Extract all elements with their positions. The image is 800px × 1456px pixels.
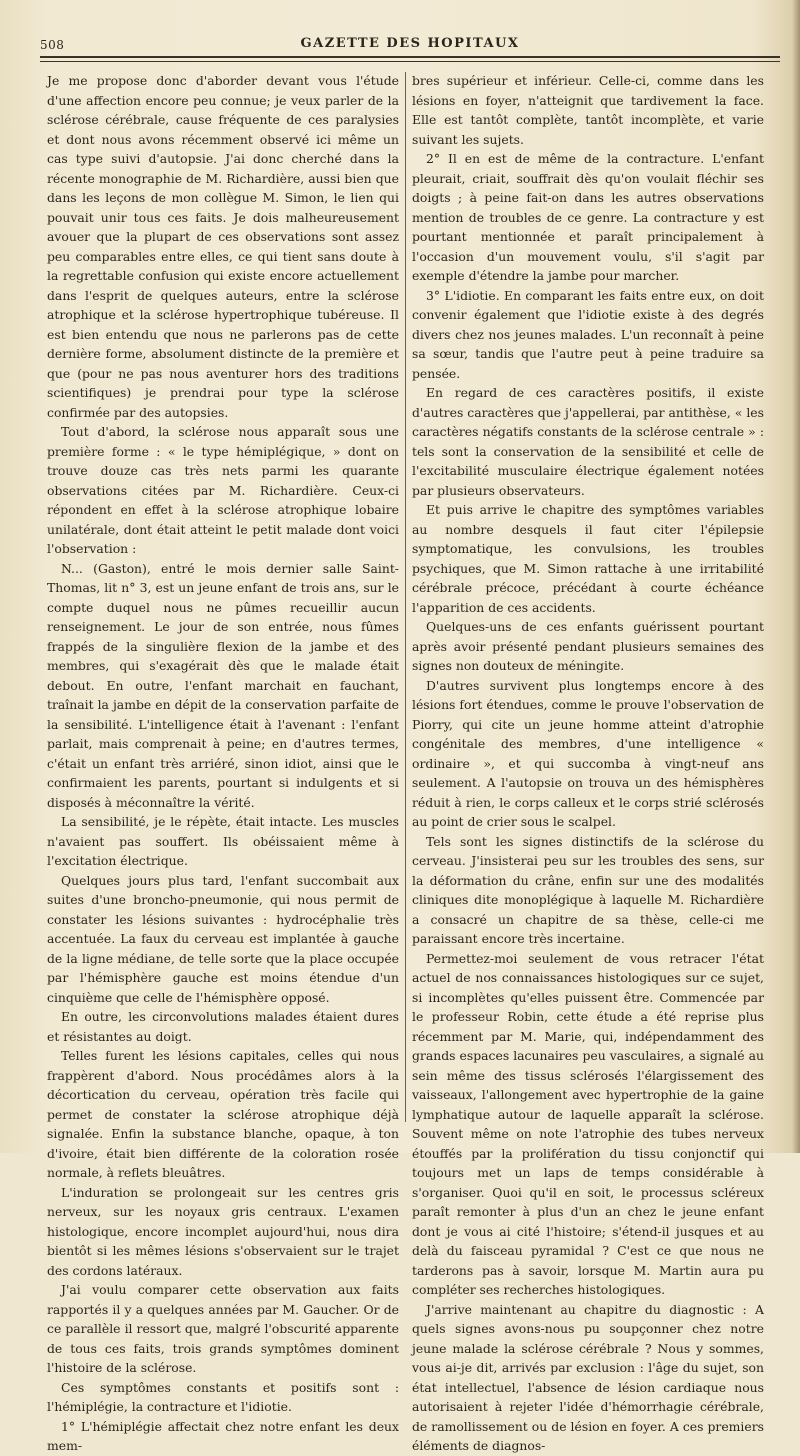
journal-title: GAZETTE DES HOPITAUX <box>300 36 520 51</box>
header-rule-thin <box>40 61 780 62</box>
paragraph: bres supérieur et inférieur. Celle-ci, comme dans les lésions en foyer, n'atteignit que tardivement la face. Elle est tantôt complète, tantôt incomplète, et varie suivant les sujets. <box>412 73 764 147</box>
paragraph: J'arrive maintenant au chapitre du diagnostic : A quels signes avons-nous pu soupçonner chez notre jeune malade la sclérose cérébrale ? Nous y sommes, vous ai-je dit, arrivés par exclusion : l'âge du sujet, son état intellectuel, l'absence de lésion cardiaque nous autorisaient à rejeter l'idée d'hémorrhagie cérébrale, de ramollissement ou de lésion en foyer. A ces premiers éléments de diagnos- <box>412 1301 764 1453</box>
paragraph: Quelques jours plus tard, l'enfant succombait aux suites d'une broncho-pneumonie, qui nous permit de constater les lésions suivantes : hydrocéphalie très accentuée. La faux du cerveau est implantée à gauche de la ligne médiane, de telle sorte que la place occupée par l'hémisphère gauche est moins étendue d'un cinquième que celle de l'hémisphère opposé. <box>47 872 399 1005</box>
paragraph: Tout d'abord, la sclérose nous apparaît sous une première forme : « le type hémiplégique, » dont on trouve douze cas très nets parmi les quarante observations citées par M. Richardière. Ceux-ci répondent en effet à la sclérose atrophique lobaire unilatérale, dont était atteint le petit malade dont voici l'observation : <box>47 424 399 556</box>
paragraph: Permettez-moi seulement de vous retracer l'état actuel de nos connaissances histologiques sur ce sujet, si incomplètes qu'elles puissent être. Commencée par le professeur Robin, cette étude a été reprise plus récemment par M. Marie, qui, indépendamment des grands espaces lacunaires peu vasculaires, a signalé au sein même des tissus sclérosés l'élargissement des vaisseaux, l'allongement avec hypertrophie de la gaine lymphatique autour de laquelle apparaît la sclérose. Souvent même on note l'atrophie des tubes nerveux étouffés par la prolifération du tissu conjonctif qui toujours met un laps de temps considérable à s'organiser. Quoi qu'il en soit, le processus scléreux paraît remonter à plus d'un an chez le jeune enfant dont je vous ai cité l'histoire; s'étend-il jusques et au delà du faisceau pyramidal ? C'est ce que nous ne tarderons pas à savoir, lorsque M. Martin aura pu compléter ses recherches histologiques. <box>412 950 764 1297</box>
paragraph: Je me propose donc d'aborder devant vous l'étude d'une affection encore peu connue; je veux parler de la sclérose cérébrale, cause fréquente de ces paralysies et dont nous avons récemment observé ici même un cas type suivi d'autopsie. J'ai donc cherché dans la récente monographie de M. Richardière, aussi bien que dans les leçons de mon collègue M. Simon, le lien qui pouvait unir tous ces faits. Je dois malheureusement avouer que la plupart de ces observations sont assez peu comparables entre elles, ce qui tient sans doute à la regrettable confusion qui existe encore actuellement dans l'esprit de quelques auteurs, entre la sclérose atrophique et la sclérose hypertrophique tubéreuse. Il est bien entendu que nous ne parlerons pas de cette dernière forme, absolument distincte de la première et que (pour ne pas nous aventurer hors des traditions scientifiques) je prendrai pour type la sclérose confirmée par des autopsies. <box>47 73 399 420</box>
paragraph: En regard de ces caractères positifs, il existe d'autres caractères que j'appellerai, par antithèse, « les caractères négatifs constants de la sclérose centrale » : tels sont la conservation de la sensibilité et celle de l'excitabilité musculaire électrique également notées par plusieurs observateurs. <box>412 385 764 498</box>
page-edge-shadow <box>792 0 800 1153</box>
paragraph: En outre, les circonvolutions malades étaient dures et résistantes au doigt. <box>47 1009 399 1044</box>
paragraph: La sensibilité, je le répète, était intacte. Les muscles n'avaient pas souffert. Ils obéissaient même à l'excitation électrique. <box>47 814 399 868</box>
paragraph: Tels sont les signes distinctifs de la sclérose du cerveau. J'insisterai peu sur les troubles des sens, sur la déformation du crâne, enfin sur une des modalités cliniques dite monoplégique à laquelle M. Richardière a consacré un chapitre de sa thèse, celle-ci me paraissant encore très incertaine. <box>412 833 764 946</box>
paragraph: L'induration se prolongeait sur les centres gris nerveux, sur les noyaux gris centraux. L'examen histologique, encore incomplet aujourd'hui, nous dira bientôt si les mêmes lésions s'observaient sur le trajet des cordons latéraux. <box>47 1184 399 1278</box>
paragraph: D'autres survivent plus longtemps encore à des lésions fort étendues, comme le prouve l'observation de Piorry, qui cite un jeune homme atteint d'atrophie congénitale des membres, d'une intelligence « ordinaire », et qui succomba à vingt-neuf ans seulement. A l'autopsie on trouva un des hémisphères réduit à rien, le corps calleux et le corps strié sclérosés au point de crier sous le scalpel. <box>412 677 764 829</box>
paragraph: 2° Il en est de même de la contracture. L'enfant pleurait, criait, souffrait dès qu'on voulait fléchir ses doigts ; à peine fait-on dans les autres observations mention de troubles de ce genre. La contracture y est pourtant mentionnée et paraît principalement à l'occasion d'un mouvement voulu, s'il s'agit par exemple d'étendre la jambe pour marcher. <box>412 151 764 283</box>
page-header <box>40 28 780 58</box>
paragraph: N... (Gaston), entré le mois dernier salle Saint-Thomas, lit n° 3, est un jeune enfant de trois ans, sur le compte duquel nous ne pûmes recueillir aucun renseignement. Le jour de son entrée, nous fûmes frappés de la singulière flexion de la jambe et des membres, qui s'exagérait dès que le malade était debout. En outre, l'enfant marchait en fauchant, traînait la jambe en dépit de la conservation parfaite de la sensibilité. L'intelligence était à l'avenant : l'enfant parlait, mais comprenait à peine; en d'autres termes, c'était un enfant très arriéré, sinon idiot, ainsi que le confirmaient les parents, pourtant si indulgents et si disposés à méconnaître la vérité. <box>47 560 399 810</box>
paragraph: J'ai voulu comparer cette observation aux faits rapportés il y a quelques années par M. Gaucher. Or de ce parallèle il ressort que, malgré l'obscurité apparente de tous ces faits, trois grands symptômes dominent l'histoire de la sclérose. <box>47 1282 399 1375</box>
page-number: 508 <box>40 38 65 52</box>
paragraph: Ces symptômes constants et positifs sont : l'hémiplégie, la contracture et l'idiotie. <box>47 1379 399 1414</box>
paragraph: 1° L'hémiplégie affectait chez notre enfant les deux mem- <box>47 1418 399 1453</box>
paragraph: Et puis arrive le chapitre des symptômes variables au nombre desquels il faut citer l'épilepsie symptomatique, les convulsions, les troubles psychiques, que M. Simon rattache à une irritabilité cérébrale précoce, précédant à courte échéance l'apparition de ces accidents. <box>412 502 764 615</box>
header-rule-thick <box>40 56 780 58</box>
paragraph: Telles furent les lésions capitales, celles qui nous frappèrent d'abord. Nous procédâmes alors à la décortication du cerveau, opération très facile qui permet de constater la sclérose atrophique déjà signalée. Enfin la substance blanche, opaque, à ton d'ivoire, était bien différente de la coloration rosée normale, à reflets bleuâtres. <box>47 1048 399 1180</box>
paragraph: 3° L'idiotie. En comparant les faits entre eux, on doit convenir également que l'idiotie existe à des degrés divers chez nos jeunes malades. L'un reconnaît à peine sa sœur, tandis que l'autre peut à peine traduire sa pensée. <box>412 287 764 381</box>
column-divider <box>405 72 406 1122</box>
paragraph: Quelques-uns de ces enfants guérissent pourtant après avoir présenté pendant plusieurs semaines des signes non douteux de méningite. <box>412 619 764 673</box>
right-text-column <box>412 71 764 1453</box>
left-text-column <box>47 71 399 1453</box>
